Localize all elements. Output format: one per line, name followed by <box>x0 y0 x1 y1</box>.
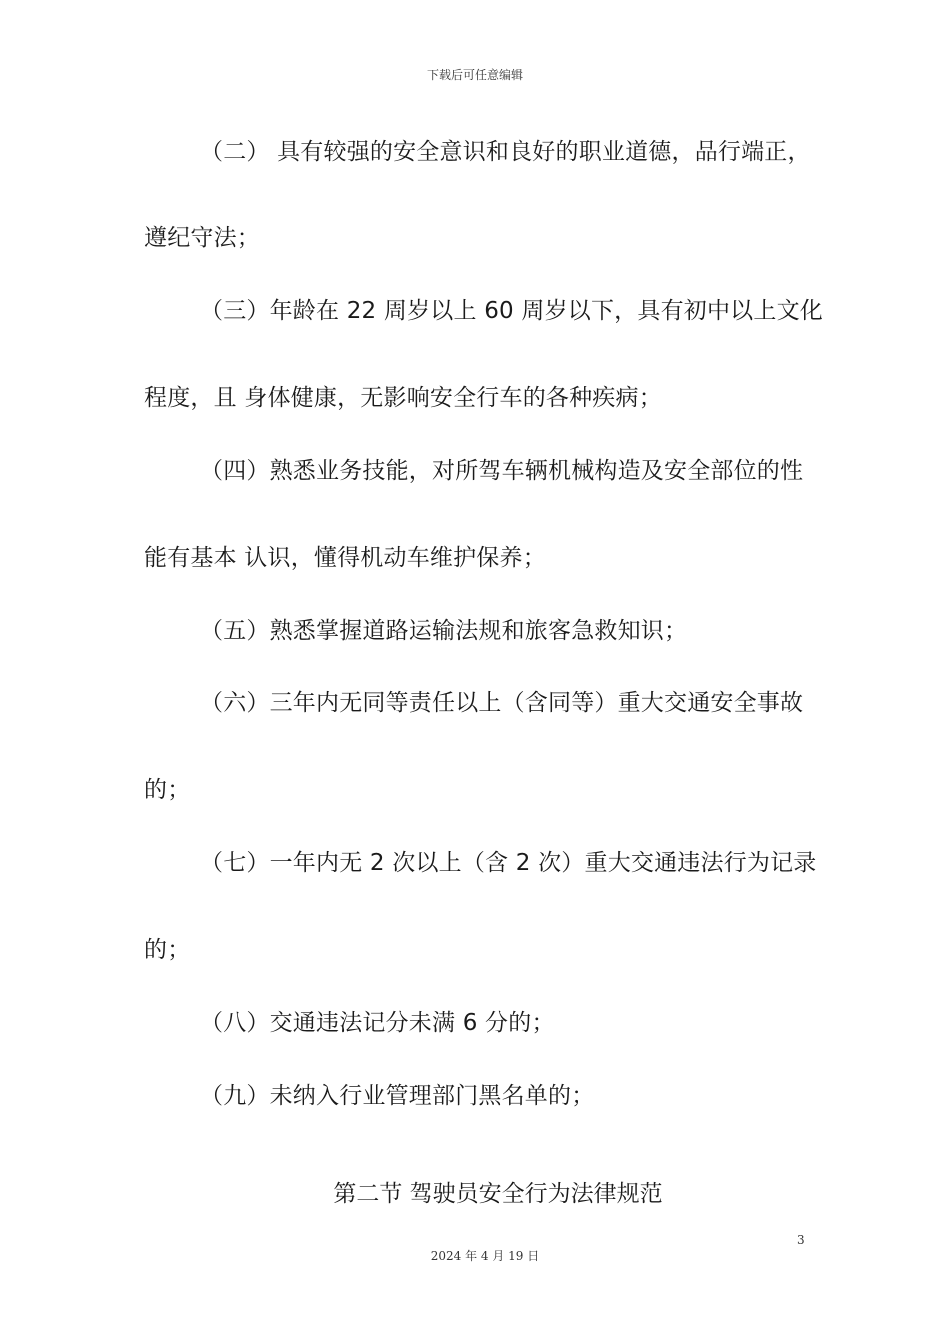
clause-6-line-2: 的； <box>144 777 191 803</box>
clause-4-line-2: 能有基本 认识，懂得机动车维护保养； <box>144 545 546 571</box>
clause-2-line-2: 遵纪守法； <box>144 225 260 251</box>
clause-6-line-1: （六）三年内无同等责任以上（含同等）重大交通安全事故 <box>200 690 804 716</box>
clause-3-line-2: 程度，且 身体健康，无影响安全行车的各种疾病； <box>144 385 662 411</box>
page-number: 3 <box>797 1233 805 1247</box>
clause-4-line-1: （四）熟悉业务技能，对所驾车辆机械构造及安全部位的性 <box>200 458 804 484</box>
clause-2-line-1: （二） 具有较强的安全意识和良好的职业道德，品行端正， <box>200 139 811 165</box>
section-title: 第二节 驾驶员安全行为法律规范 <box>333 1181 663 1207</box>
clause-8-line-1: （八）交通违法记分未满 6 分的； <box>200 1010 555 1036</box>
clause-5-line-1: （五）熟悉掌握道路运输法规和旅客急救知识； <box>200 618 688 644</box>
clause-3-line-1: （三）年龄在 22 周岁以上 60 周岁以下，具有初中以上文化 <box>200 298 823 324</box>
clause-7-line-2: 的； <box>144 937 191 963</box>
clause-9-line-1: （九）未纳入行业管理部门黑名单的； <box>200 1083 595 1109</box>
page-header: 下载后可任意编辑 <box>426 68 523 82</box>
clause-7-line-1: （七）一年内无 2 次以上（含 2 次）重大交通违法行为记录 <box>200 850 817 876</box>
footer-date: 2024 年 4 月 19 日 <box>430 1249 540 1263</box>
